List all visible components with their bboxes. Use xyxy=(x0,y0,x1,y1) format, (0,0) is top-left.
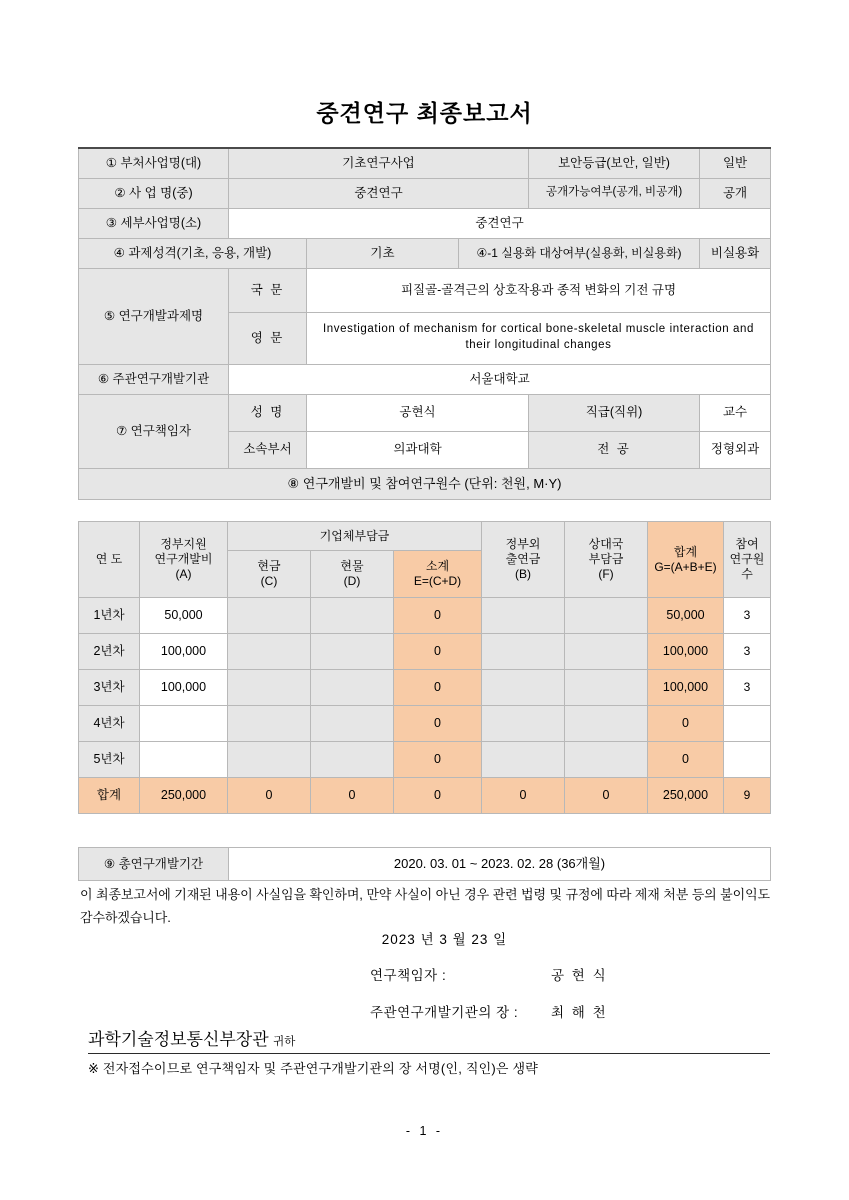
total-line2: G=(A+B+E) xyxy=(654,559,717,574)
col-header-researchers xyxy=(724,522,771,598)
row1-value: 기초연구사업 xyxy=(229,148,529,178)
page-title: 중견연구 최종보고서 xyxy=(316,100,533,126)
row1-right-label: 보안등급(보안, 일반) xyxy=(529,148,700,178)
cell-total-partner: 0 xyxy=(565,778,648,814)
cell-gov-funding: 100,000 xyxy=(140,670,228,706)
pi-label: 연구책임자 : xyxy=(370,968,447,983)
budget-header-row xyxy=(79,522,771,551)
row7-rank-value: 교수 xyxy=(700,394,771,431)
confirmation-statement: 이 최종보고서에 기재된 내용이 사실임을 확인하며, 만약 사실이 아닌 경우 관련 법령 및 규정에 따라 제재 처분 등의 불이익도 감수하겠습니다. xyxy=(80,887,770,925)
gov-funding-line1: 정부지원 xyxy=(160,537,207,551)
budget-row xyxy=(79,742,771,778)
cell-year: 5년차 xyxy=(79,742,140,778)
row4-label: ④ 과제성격(기초, 응용, 개발) xyxy=(79,238,307,268)
cell-year: 4년차 xyxy=(79,706,140,742)
col-header-nongov xyxy=(482,522,565,598)
row1-label: ① 부처사업명(대) xyxy=(79,148,229,178)
row6-label: ⑥ 주관연구개발기관 xyxy=(79,364,229,394)
cell-cash xyxy=(228,634,311,670)
row1-right-value: 일반 xyxy=(700,148,771,178)
period-table xyxy=(78,847,771,881)
recipient-title: 과학기술정보통신부장관 xyxy=(88,1030,269,1049)
row5-label: ⑤ 연구개발과제명 xyxy=(79,268,229,364)
budget-body xyxy=(79,598,771,814)
row2-label: ② 사 업 명(중) xyxy=(79,178,229,208)
table-row xyxy=(79,238,771,268)
subtotal-line1: 소계 xyxy=(425,559,450,573)
cell-total-nongov: 0 xyxy=(482,778,565,814)
cell-subtotal: 0 xyxy=(394,706,482,742)
row7-major-label: 전 공 xyxy=(529,431,700,468)
cell-total-gov-funding: 250,000 xyxy=(140,778,228,814)
budget-table xyxy=(78,521,771,814)
cell-inkind xyxy=(311,706,394,742)
budget-total-row xyxy=(79,778,771,814)
budget-row xyxy=(79,598,771,634)
cell-nongov xyxy=(482,706,565,742)
partner-line2: 부담금 xyxy=(588,552,624,566)
cell-total-cash: 0 xyxy=(228,778,311,814)
inkind-line2: (D) xyxy=(343,574,361,588)
table-row xyxy=(79,848,771,881)
table-row xyxy=(79,268,771,312)
cell-inkind xyxy=(311,598,394,634)
cell-gov-funding xyxy=(140,742,228,778)
cell-cash xyxy=(228,670,311,706)
row7-name-label: 성 명 xyxy=(229,394,307,431)
table-row xyxy=(79,364,771,394)
cell-nongov xyxy=(482,634,565,670)
row7-name-value: 공현식 xyxy=(307,394,529,431)
cell-cash xyxy=(228,742,311,778)
cell-nongov xyxy=(482,598,565,634)
cell-total: 0 xyxy=(648,706,724,742)
table-row xyxy=(79,178,771,208)
row7-label: ⑦ 연구책임자 xyxy=(79,394,229,468)
cell-cash xyxy=(228,706,311,742)
table-row xyxy=(79,468,771,499)
cash-line1: 현금 xyxy=(257,559,281,573)
cell-researchers xyxy=(724,742,771,778)
col-header-partner xyxy=(565,522,648,598)
budget-row xyxy=(79,634,771,670)
project-info-table xyxy=(78,147,771,500)
cell-inkind xyxy=(311,670,394,706)
cell-partner xyxy=(565,598,648,634)
nongov-line1: 정부외 xyxy=(505,537,541,551)
row7-rank-label: 직급(직위) xyxy=(529,394,700,431)
row5-en-value: Investigation of mechanism for cortical bone-skeletal muscle interaction and their longitudinal changes xyxy=(307,312,771,364)
cell-gov-funding xyxy=(140,706,228,742)
cell-inkind xyxy=(311,634,394,670)
col-header-company-group: 기업체부담금 xyxy=(228,522,482,551)
cell-total: 0 xyxy=(648,742,724,778)
row3-label: ③ 세부사업명(소) xyxy=(79,208,229,238)
org-head-name: 최 해 천 xyxy=(551,1005,608,1020)
row2-right-value: 공개 xyxy=(700,178,771,208)
cell-partner xyxy=(565,742,648,778)
electronic-submission-note: ※ 전자접수이므로 연구책임자 및 주관연구개발기관의 장 서명(인, 직인)은 생략 xyxy=(88,1061,538,1076)
org-head-label: 주관연구개발기관의 장 : xyxy=(370,1005,519,1020)
cell-nongov xyxy=(482,742,565,778)
row2-right-label: 공개가능여부(공개, 비공개) xyxy=(529,178,700,208)
cell-total-subtotal: 0 xyxy=(394,778,482,814)
cell-total-label: 합계 xyxy=(79,778,140,814)
cell-gov-funding: 50,000 xyxy=(140,598,228,634)
cell-researchers: 3 xyxy=(724,670,771,706)
cell-total: 50,000 xyxy=(648,598,724,634)
cell-researchers: 3 xyxy=(724,598,771,634)
cell-gov-funding: 100,000 xyxy=(140,634,228,670)
row4-right-label: ④-1 실용화 대상여부(실용화, 비실용화) xyxy=(459,238,700,268)
cell-nongov xyxy=(482,670,565,706)
col-header-cash xyxy=(228,551,311,598)
cell-researchers: 3 xyxy=(724,634,771,670)
row7-major-value: 정형외과 xyxy=(700,431,771,468)
row5-ko-label: 국 문 xyxy=(229,268,307,312)
researchers-line1: 참여 xyxy=(735,537,759,551)
cell-total: 100,000 xyxy=(648,634,724,670)
cell-partner xyxy=(565,670,648,706)
total-line1: 합계 xyxy=(673,544,698,559)
pi-name: 공 현 식 xyxy=(551,968,608,983)
cell-subtotal: 0 xyxy=(394,598,482,634)
row9-value: 2020. 03. 01 ~ 2023. 02. 28 (36개월) xyxy=(229,848,771,881)
cell-partner xyxy=(565,634,648,670)
row3-value: 중견연구 xyxy=(229,208,771,238)
partner-line3: (F) xyxy=(598,567,614,581)
subtotal-line2: E=(C+D) xyxy=(413,574,462,588)
cell-year: 2년차 xyxy=(79,634,140,670)
cell-partner xyxy=(565,706,648,742)
inkind-line1: 현물 xyxy=(340,559,364,573)
recipient-line xyxy=(88,1025,770,1054)
nongov-line2: 출연금 xyxy=(505,552,541,566)
row5-en-label: 영 문 xyxy=(229,312,307,364)
cell-year: 3년차 xyxy=(79,670,140,706)
row7-dept-value: 의과대학 xyxy=(307,431,529,468)
row2-value: 중견연구 xyxy=(229,178,529,208)
row4-value: 기초 xyxy=(307,238,459,268)
table-row xyxy=(79,148,771,178)
col-header-total xyxy=(648,522,724,598)
col-header-year: 연 도 xyxy=(79,522,140,598)
table-row xyxy=(79,394,771,431)
cell-year: 1년차 xyxy=(79,598,140,634)
row6-value: 서울대학교 xyxy=(229,364,771,394)
cash-line2: (C) xyxy=(260,574,278,588)
cell-total: 100,000 xyxy=(648,670,724,706)
cell-researchers xyxy=(724,706,771,742)
row5-ko-value: 피질골-골격근의 상호작용과 종적 변화의 기전 규명 xyxy=(307,268,771,312)
row4-right-value: 비실용화 xyxy=(700,238,771,268)
col-header-subtotal xyxy=(394,551,482,598)
gov-funding-line2: 연구개발비 xyxy=(154,552,213,566)
cell-subtotal: 0 xyxy=(394,670,482,706)
budget-row xyxy=(79,706,771,742)
researchers-line2: 연구원수 xyxy=(729,552,765,581)
col-header-inkind xyxy=(311,551,394,598)
budget-row xyxy=(79,670,771,706)
cell-total-inkind: 0 xyxy=(311,778,394,814)
recipient-suffix: 귀하 xyxy=(273,1036,296,1048)
gov-funding-line3: (A) xyxy=(175,567,192,581)
cell-total-total: 250,000 xyxy=(648,778,724,814)
nongov-line3: (B) xyxy=(515,567,531,581)
cell-total-researchers: 9 xyxy=(724,778,771,814)
cell-inkind xyxy=(311,742,394,778)
page-footer: - 1 - xyxy=(405,1124,444,1138)
cell-subtotal: 0 xyxy=(394,742,482,778)
partner-line1: 상대국 xyxy=(588,537,624,551)
signature-date: 2023 년 3 월 23 일 xyxy=(381,932,508,947)
row7-dept-label: 소속부서 xyxy=(229,431,307,468)
table-row xyxy=(79,208,771,238)
cell-cash xyxy=(228,598,311,634)
col-header-gov-funding xyxy=(140,522,228,598)
row9-label: ⑨ 총연구개발기간 xyxy=(79,848,229,881)
budget-caption: ⑧ 연구개발비 및 참여연구원수 (단위: 천원, M·Y) xyxy=(79,468,771,499)
cell-subtotal: 0 xyxy=(394,634,482,670)
